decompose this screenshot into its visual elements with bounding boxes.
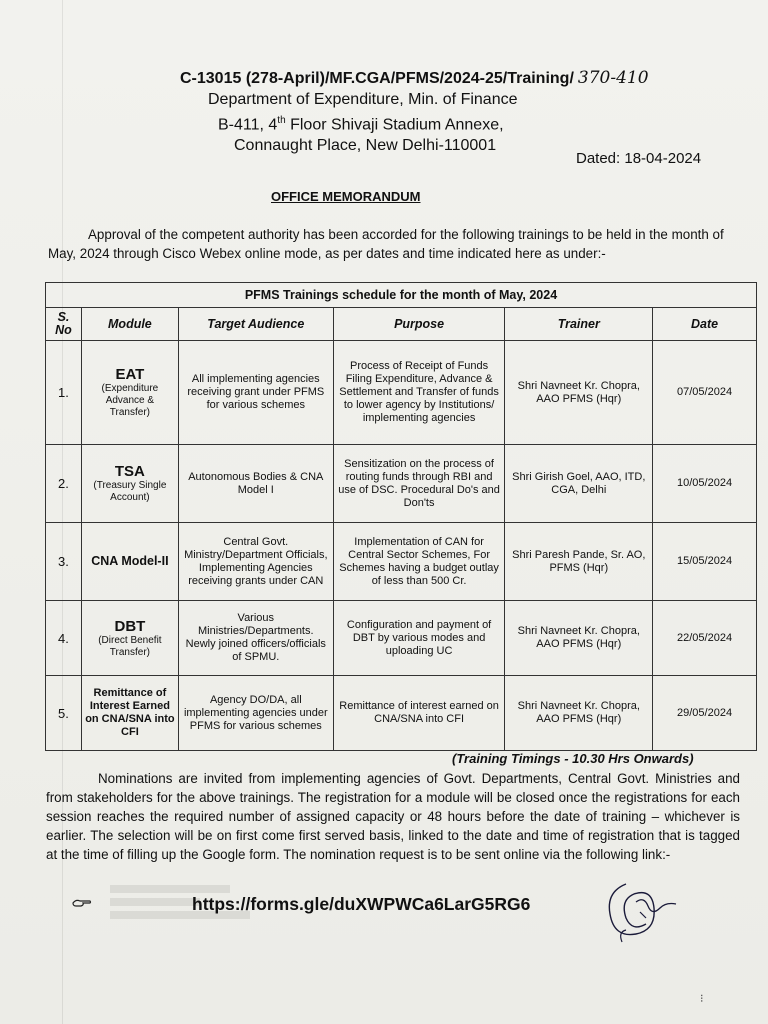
cell-audience: Autonomous Bodies & CNA Model I bbox=[178, 445, 333, 523]
cell-trainer: Shri Navneet Kr. Chopra, AAO PFMS (Hqr) bbox=[505, 341, 653, 445]
header-purpose: Purpose bbox=[333, 308, 505, 341]
module-name: EAT bbox=[115, 366, 145, 383]
pointing-hand-icon bbox=[72, 897, 92, 907]
header-module: Module bbox=[81, 308, 178, 341]
handwritten-reference: 370-410 bbox=[577, 68, 649, 88]
cell-module bbox=[81, 523, 178, 601]
module-subtitle: (Direct Benefit Transfer) bbox=[98, 634, 162, 658]
cell-module bbox=[81, 445, 178, 523]
signature-icon bbox=[596, 872, 686, 952]
table-header-row bbox=[46, 308, 757, 341]
cell-sno: 1. bbox=[46, 341, 82, 445]
cell-date: 29/05/2024 bbox=[653, 676, 757, 751]
address-line-1-end: Floor Shivaji Stadium Annexe, bbox=[285, 116, 504, 134]
module-subtitle: (Expenditure Advance & Transfer) bbox=[101, 383, 159, 418]
cell-audience: All implementing agencies receiving grant under PFMS for various schemes bbox=[178, 341, 333, 445]
memo-title: OFFICE MEMORANDUM bbox=[271, 189, 421, 204]
module-subtitle: (Treasury Single Account) bbox=[93, 480, 167, 503]
cell-sno: 5. bbox=[46, 676, 82, 751]
cell-trainer: Shri Navneet Kr. Chopra, AAO PFMS (Hqr) bbox=[505, 676, 653, 751]
cell-date: 15/05/2024 bbox=[653, 523, 757, 601]
cell-sno: 3. bbox=[46, 523, 82, 601]
table-row bbox=[46, 676, 757, 751]
module-name: Remittance of Interest Earned on CNA/SNA into CFI bbox=[85, 687, 175, 738]
address-line-2: Connaught Place, New Delhi-110001 bbox=[234, 137, 497, 155]
document-header bbox=[180, 68, 740, 156]
intro-paragraph: Approval of the competent authority has been accorded for the following trainings to be held in the month of May, 2024 through Cisco Webex online mode, as per dates and time indicated here as under:- bbox=[48, 227, 724, 261]
cell-purpose: Process of Receipt of Funds Filing Expenditure, Advance & Settlement and Transfer of funds to lower agency by Institutions/ implementing agencies bbox=[333, 341, 505, 445]
address-superscript: th bbox=[277, 115, 286, 126]
header-audience: Target Audience bbox=[178, 308, 333, 341]
cell-audience: Central Govt. Ministry/Department Officials, Implementing Agencies receiving grants under CAN bbox=[178, 523, 333, 601]
cell-trainer: Shri Navneet Kr. Chopra, AAO PFMS (Hqr) bbox=[505, 601, 653, 676]
training-schedule-table bbox=[45, 282, 757, 751]
cell-module bbox=[81, 341, 178, 445]
table-row bbox=[46, 523, 757, 601]
cell-date: 07/05/2024 bbox=[653, 341, 757, 445]
cell-purpose: Configuration and payment of DBT by various modes and uploading UC bbox=[333, 601, 505, 676]
cell-purpose: Implementation of CAN for Central Sector Schemes, For Schemes having a budget outlay of less than 500 Cr. bbox=[333, 523, 505, 601]
cell-purpose: Sensitization on the process of routing funds through RBI and use of DSC. Procedural Do's and Don'ts bbox=[333, 445, 505, 523]
reference-text: C-13015 (278-April)/MF.CGA/PFMS/2024-25/Training/ bbox=[180, 70, 574, 87]
table-caption: PFMS Trainings schedule for the month of May, 2024 bbox=[46, 283, 757, 308]
table-row bbox=[46, 601, 757, 676]
nomination-paragraph: Nominations are invited from implementing agencies of Govt. Departments, Central Govt. Ministries and from stakeholders for the above trainings. The registration for a module will be closed once the registrations for each session reaches the required number of assigned capacity or 48 hours before the date of training – whichever is earlier. The selection will be on first come first served basis, linked to the date and time of registration that is tagged at the time of filling up the Google form. The nomination request is to be sent online via the following link:- bbox=[46, 771, 740, 862]
reference-number bbox=[180, 68, 740, 89]
address-line-1 bbox=[218, 110, 740, 135]
table-row bbox=[46, 341, 757, 445]
page-mark: ⁝ bbox=[700, 993, 704, 1005]
cell-trainer: Shri Paresh Pande, Sr. AO, PFMS (Hqr) bbox=[505, 523, 653, 601]
address-line-1-start: B-411, 4 bbox=[218, 116, 278, 134]
header-date: Date bbox=[653, 308, 757, 341]
module-name: DBT bbox=[114, 617, 146, 635]
cell-audience: Agency DO/DA, all implementing agencies under PFMS for various schemes bbox=[178, 676, 333, 751]
table-row bbox=[46, 445, 757, 523]
module-name: CNA Model-II bbox=[91, 554, 169, 568]
department-name: Department of Expenditure, Min. of Finance bbox=[208, 91, 518, 108]
header-trainer: Trainer bbox=[505, 308, 653, 341]
registration-form-link[interactable]: https://forms.gle/duXWPWCa6LarG5RG6 bbox=[192, 894, 531, 914]
date-line: Dated: 18-04-2024 bbox=[576, 150, 702, 167]
cell-sno: 2. bbox=[46, 445, 82, 523]
cell-trainer: Shri Girish Goel, AAO, ITD, CGA, Delhi bbox=[505, 445, 653, 523]
cell-purpose: Remittance of interest earned on CNA/SNA into CFI bbox=[333, 676, 505, 751]
cell-module bbox=[81, 601, 178, 676]
cell-sno: 4. bbox=[46, 601, 82, 676]
cell-module bbox=[81, 676, 178, 751]
cell-audience: Various Ministries/Departments. Newly joined officers/officials of SPMU. bbox=[178, 601, 333, 676]
header-sno: S. No bbox=[46, 308, 82, 341]
module-name: TSA bbox=[114, 463, 145, 480]
cell-date: 22/05/2024 bbox=[653, 601, 757, 676]
training-timings: (Training Timings - 10.30 Hrs Onwards) bbox=[452, 751, 694, 766]
cell-date: 10/05/2024 bbox=[653, 445, 757, 523]
